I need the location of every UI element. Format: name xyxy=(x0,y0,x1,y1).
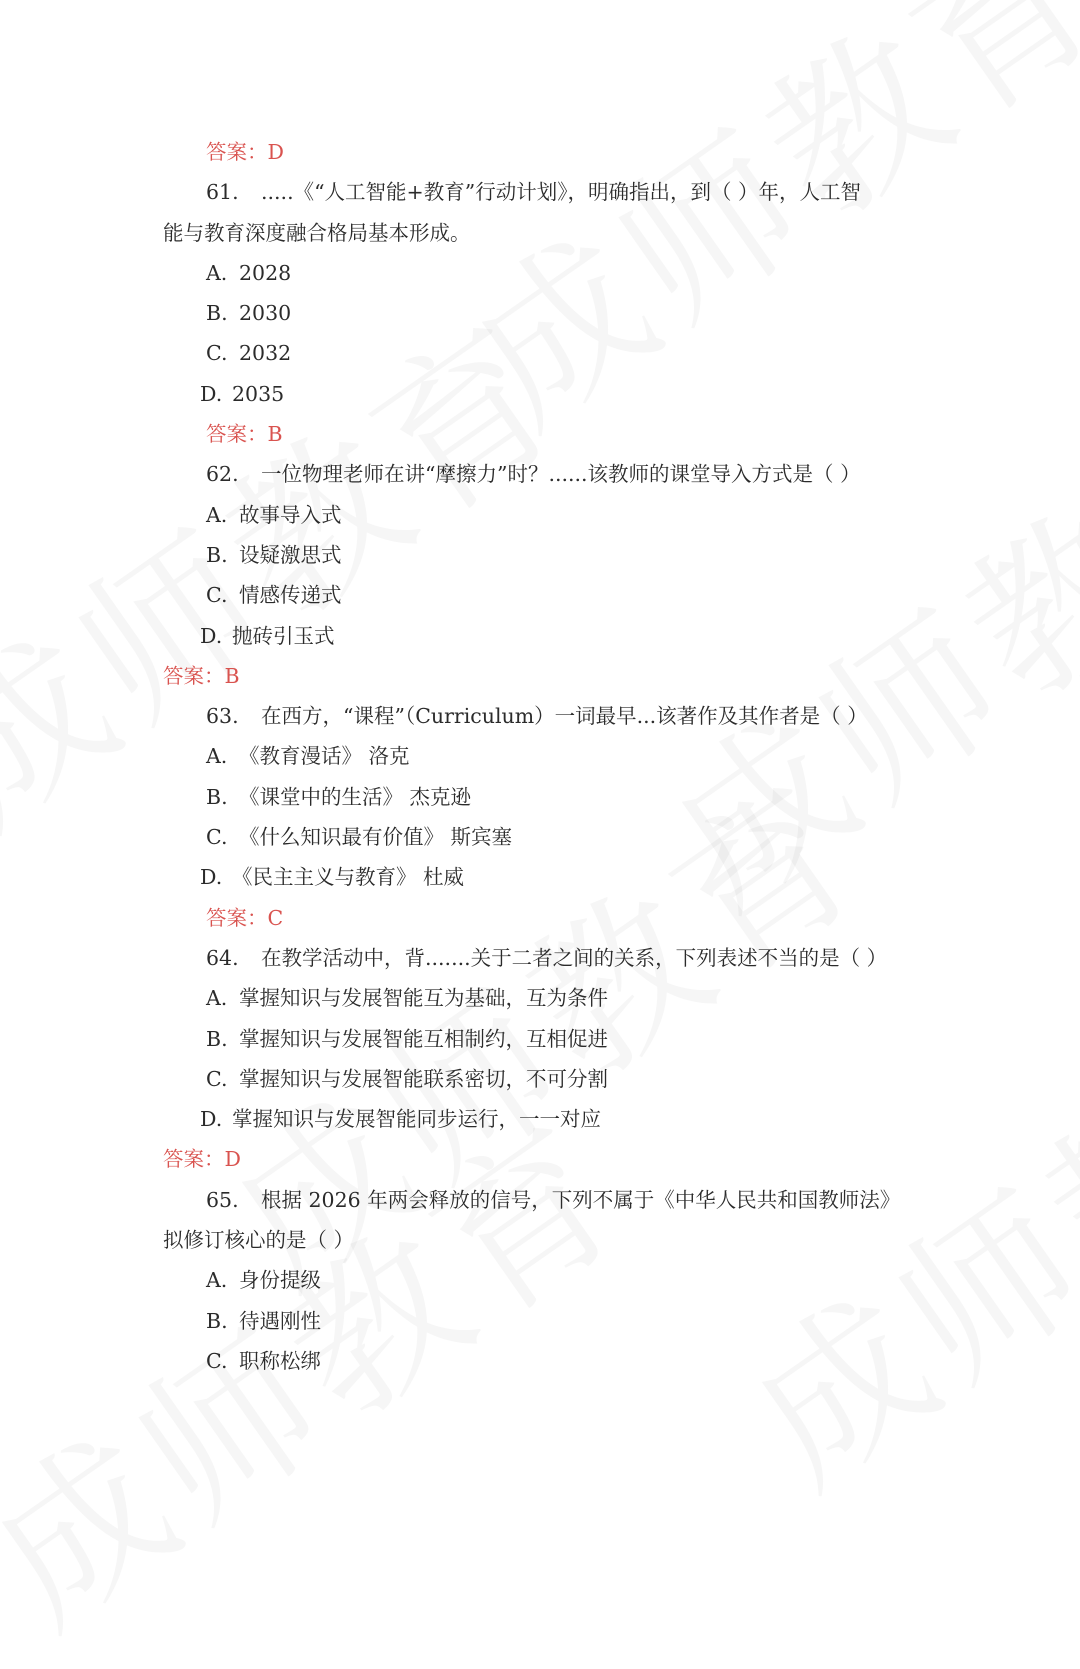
option-62-c: C. 情感传递式 xyxy=(206,583,342,608)
question-number: 64. xyxy=(206,945,239,970)
option-61-b: B. 2030 xyxy=(206,301,292,326)
option-63-c: C. 《什么知识最有价值》 斯宾塞 xyxy=(206,825,513,850)
option-65-a: A. 身份提级 xyxy=(206,1268,321,1293)
option-61-c: C. 2032 xyxy=(206,341,292,366)
answer-q62: 答案：B xyxy=(163,663,240,688)
question-63 xyxy=(0,696,1080,736)
question-text: 根据 2026 年两会释放的信号，下列不属于《中华人民共和国教师法》 xyxy=(261,1187,901,1212)
answer-q64: 答案：D xyxy=(163,1147,241,1172)
question-number: 65. xyxy=(206,1187,239,1212)
option-64-d: D. 掌握知识与发展智能同步运行，一一对应 xyxy=(200,1107,601,1132)
question-text: 一位物理老师在讲“摩擦力”时？......该教师的课堂导入方式是（ ） xyxy=(261,462,861,487)
option-63-b: B. 《课堂中的生活》 杰克逊 xyxy=(206,784,472,809)
question-text: 在教学活动中，背.......关于二者之间的关系，下列表述不当的是（ ） xyxy=(261,945,888,970)
option-62-d: D. 抛砖引玉式 xyxy=(200,623,335,648)
question-61-continuation: 能与教育深度融合格局基本形成。 xyxy=(163,220,471,245)
answer-q60: 答案：D xyxy=(206,140,284,164)
option-65-c: C. 职称松绑 xyxy=(206,1348,321,1373)
question-65-continuation: 拟修订核心的是（ ） xyxy=(163,1228,355,1253)
question-62 xyxy=(0,454,1080,494)
option-61-a: A. 2028 xyxy=(206,260,292,285)
question-61 xyxy=(0,172,1080,212)
option-65-b: B. 待遇刚性 xyxy=(206,1308,321,1333)
question-text: 在西方，“课程”（Curriculum）一词最早...该著作及其作者是（ ） xyxy=(261,704,868,729)
option-64-c: C. 掌握知识与发展智能联系密切，不可分割 xyxy=(206,1066,608,1091)
option-63-d: D. 《民主主义与教育》 杜威 xyxy=(200,865,465,890)
answer-q61: 答案：B xyxy=(206,422,283,447)
answer-q63: 答案：C xyxy=(206,905,284,930)
option-62-b: B. 设疑激思式 xyxy=(206,542,342,567)
question-number: 63. xyxy=(206,704,239,729)
question-number: 61. xyxy=(206,180,239,205)
option-64-b: B. 掌握知识与发展智能互相制约，互相促进 xyxy=(206,1026,608,1051)
question-text: .....《“人工智能+教育”行动计划》，明确指出，到（ ）年，人工智 xyxy=(261,180,861,205)
option-63-a: A. 《教育漫话》 洛克 xyxy=(206,744,410,769)
option-64-a: A. 掌握知识与发展智能互为基础，互为条件 xyxy=(206,986,608,1011)
question-64 xyxy=(0,938,1080,978)
question-65 xyxy=(0,1180,1080,1220)
option-61-d: D. 2035 xyxy=(200,381,285,406)
question-number: 62. xyxy=(206,462,239,487)
option-62-a: A. 故事导入式 xyxy=(206,502,342,527)
